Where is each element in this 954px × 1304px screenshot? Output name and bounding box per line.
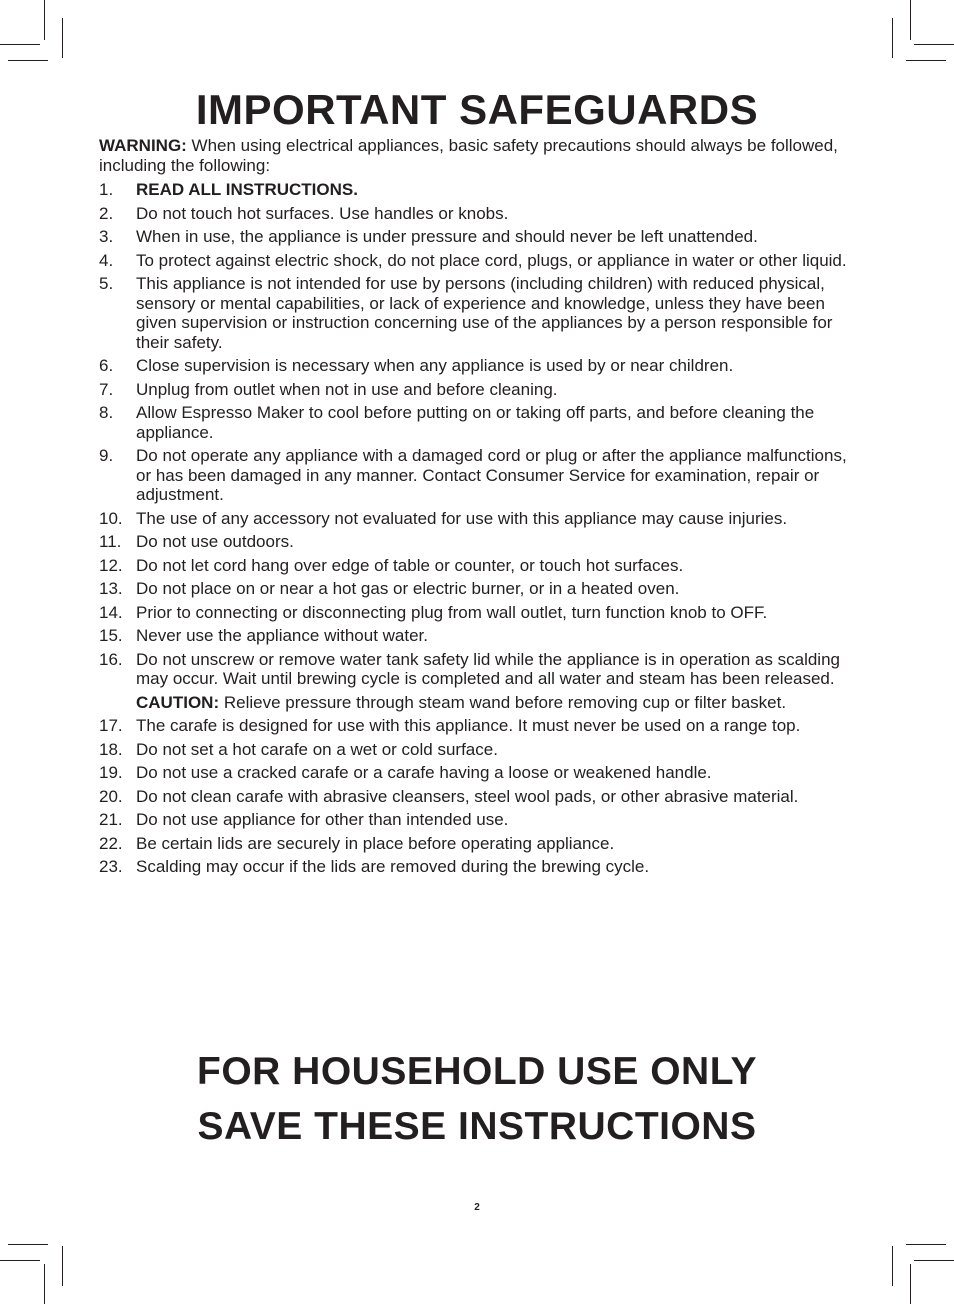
item-text: Prior to connecting or disconnecting plug from wall outlet, turn function knob to OFF.: [136, 602, 768, 622]
list-item: [99, 579, 859, 599]
list-item: [99, 857, 859, 877]
item-text: Do not let cord hang over edge of table or counter, or touch hot surfaces.: [136, 555, 684, 575]
list-item: [99, 274, 859, 352]
crop-mark: [8, 1244, 48, 1245]
item-number: 1.: [99, 180, 114, 199]
item-number: 4.: [99, 250, 114, 270]
crop-mark: [44, 0, 45, 40]
crop-mark: [910, 1264, 911, 1304]
crop-mark: [0, 1260, 40, 1261]
save-instructions-heading: SAVE THESE INSTRUCTIONS: [197, 1105, 757, 1148]
item-number: 22.: [99, 833, 123, 853]
item-text: The use of any accessory not evaluated for use with this appliance may cause injuries.: [136, 508, 788, 528]
item-text: When in use, the appliance is under pressure and should never be left unattended.: [136, 227, 758, 246]
item-text: Be certain lids are securely in place before operating appliance.: [136, 833, 615, 853]
item-number: 21.: [99, 810, 123, 829]
list-item: [99, 509, 859, 529]
list-item: [99, 251, 859, 271]
item-number: 13.: [99, 579, 123, 598]
item-text: Do not use appliance for other than intended use.: [136, 810, 509, 829]
page-title: IMPORTANT SAFEGUARDS: [195, 86, 759, 133]
list-item: [99, 227, 859, 247]
caution-note: [136, 693, 859, 713]
item-number: 5.: [99, 274, 114, 293]
crop-mark: [906, 1244, 946, 1245]
item-number: 8.: [99, 403, 114, 422]
item-number: 23.: [99, 857, 123, 876]
item-text: Unplug from outlet when not in use and before cleaning.: [136, 379, 558, 399]
item-text: READ ALL INSTRUCTIONS.: [136, 180, 358, 199]
crop-mark: [62, 1246, 63, 1286]
item-text: Do not unscrew or remove water tank safety lid while the appliance is in operation as scalding may occur. Wait until brewing cycle is completed and all water and steam has been released.: [136, 649, 840, 688]
crop-mark: [44, 1264, 45, 1304]
caution-label: CAUTION:: [136, 692, 220, 712]
item-text: Close supervision is necessary when any appliance is used by or near children.: [136, 356, 734, 375]
crop-mark: [892, 1246, 893, 1286]
caution-text: Relieve pressure through steam wand before removing cup or filter basket.: [219, 692, 787, 712]
list-item: [99, 626, 859, 646]
page-number: 2: [474, 1202, 480, 1213]
item-number: 2.: [99, 203, 114, 223]
item-text: Do not clean carafe with abrasive cleansers, steel wool pads, or other abrasive material.: [136, 786, 799, 806]
item-number: 16.: [99, 649, 123, 669]
warning-label: WARNING:: [99, 136, 187, 155]
item-text: Do not use outdoors.: [136, 532, 294, 551]
item-number: 9.: [99, 446, 114, 465]
list-item: [99, 740, 859, 760]
warning-paragraph: [99, 136, 859, 176]
list-item: [99, 556, 859, 576]
item-number: 12.: [99, 555, 123, 575]
item-number: 17.: [99, 716, 123, 735]
warning-text: When using electrical appliances, basic safety precautions should always be followed, including the following:: [99, 136, 838, 175]
list-item: [99, 834, 859, 854]
item-number: 14.: [99, 602, 123, 622]
item-number: 10.: [99, 508, 123, 528]
list-item: [99, 810, 859, 830]
item-text: To protect against electric shock, do not place cord, plugs, or appliance in water or other liquid.: [136, 250, 847, 270]
list-item: [99, 356, 859, 376]
list-item: [99, 204, 859, 224]
household-use-heading: FOR HOUSEHOLD USE ONLY: [197, 1050, 757, 1093]
item-number: 7.: [99, 379, 114, 399]
item-number: 19.: [99, 763, 123, 782]
item-text: Scalding may occur if the lids are removed during the brewing cycle.: [136, 857, 650, 876]
item-number: 11.: [99, 532, 122, 551]
item-number: 15.: [99, 626, 123, 645]
item-text: Do not place on or near a hot gas or electric burner, or in a heated oven.: [136, 579, 680, 598]
item-text: Do not use a cracked carafe or a carafe having a loose or weakened handle.: [136, 763, 712, 782]
item-text: This appliance is not intended for use by persons (including children) with reduced physical, sensory or mental capabilities, or lack of experience and knowledge, unless they have been given supervision or instruction concerning use of the appliances by a person responsible for their safety.: [136, 274, 833, 352]
item-text: Never use the appliance without water.: [136, 626, 429, 645]
item-text: Do not operate any appliance with a damaged cord or plug or after the appliance malfunctions, or has been damaged in any manner. Contact Consumer Service for examination, repair or adjustment.: [136, 446, 847, 504]
list-item: [99, 532, 859, 552]
list-item: [99, 446, 859, 505]
item-text: Do not set a hot carafe on a wet or cold surface.: [136, 739, 498, 759]
crop-mark: [914, 44, 954, 45]
item-text: Do not touch hot surfaces. Use handles or knobs.: [136, 203, 509, 223]
item-number: 3.: [99, 227, 114, 246]
crop-mark: [62, 18, 63, 58]
item-number: 18.: [99, 739, 123, 759]
list-item: [99, 787, 859, 807]
safeguard-list: [99, 180, 859, 881]
list-item: [99, 716, 859, 736]
crop-mark: [892, 18, 893, 58]
crop-mark: [914, 1260, 954, 1261]
list-item: [99, 650, 859, 713]
list-item: [99, 380, 859, 400]
list-item: [99, 763, 859, 783]
item-number: 6.: [99, 356, 114, 375]
list-item: [99, 403, 859, 442]
item-text: Allow Espresso Maker to cool before putting on or taking off parts, and before cleaning the appliance.: [136, 403, 815, 442]
crop-mark: [910, 0, 911, 40]
crop-mark: [8, 60, 48, 61]
crop-mark: [0, 44, 40, 45]
list-item: [99, 180, 859, 200]
item-number: 20.: [99, 786, 123, 806]
list-item: [99, 603, 859, 623]
crop-mark: [906, 60, 946, 61]
item-text: The carafe is designed for use with this appliance. It must never be used on a range top.: [136, 716, 801, 735]
